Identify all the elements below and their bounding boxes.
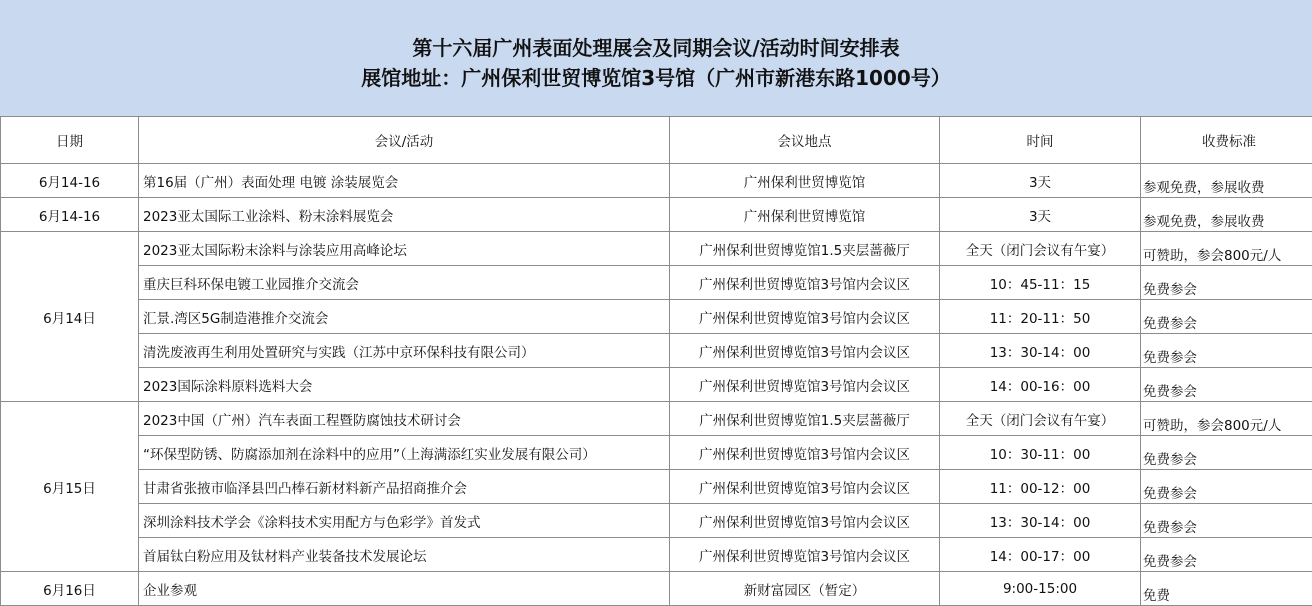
table-row (1, 266, 1312, 300)
title-banner (0, 0, 1312, 117)
header-row (1, 117, 1312, 164)
table-row (1, 334, 1312, 368)
time-cell[interactable]: 10：45-11：15 (940, 266, 1141, 300)
date-cell[interactable]: 6月14-16 (1, 164, 139, 198)
activity-cell[interactable]: 第16届（广州）表面处理 电镀 涂装展览会 (139, 164, 670, 198)
fee-cell[interactable]: 免费参会 (1141, 470, 1312, 504)
sheet-title: 第十六届广州表面处理展会及同期会议/活动时间安排表 (0, 32, 1312, 61)
activity-cell[interactable]: 深圳涂料技术学会《涂料技术实用配方与色彩学》首发式 (139, 504, 670, 538)
venue-cell[interactable]: 广州保利世贸博览馆3号馆内会议区 (670, 300, 940, 334)
venue-cell[interactable]: 广州保利世贸博览馆3号馆内会议区 (670, 538, 940, 572)
schedule-table (0, 116, 1312, 606)
activity-cell[interactable]: 2023国际涂料原料选料大会 (139, 368, 670, 402)
venue-cell[interactable]: 广州保利世贸博览馆3号馆内会议区 (670, 436, 940, 470)
time-cell[interactable]: 全天（闭门会议有午宴） (940, 402, 1141, 436)
date-cell[interactable]: 6月14日 (1, 232, 139, 402)
col-header-venue[interactable]: 会议地点 (670, 117, 940, 164)
activity-cell[interactable]: 重庆巨科环保电镀工业园推介交流会 (139, 266, 670, 300)
venue-cell[interactable]: 广州保利世贸博览馆3号馆内会议区 (670, 470, 940, 504)
fee-cell[interactable]: 免费参会 (1141, 300, 1312, 334)
activity-cell[interactable]: 2023亚太国际粉末涂料与涂装应用高峰论坛 (139, 232, 670, 266)
venue-cell[interactable]: 广州保利世贸博览馆3号馆内会议区 (670, 368, 940, 402)
fee-cell[interactable]: 可赞助，参会800元/人 (1141, 402, 1312, 436)
time-cell[interactable]: 11：20-11：50 (940, 300, 1141, 334)
fee-cell[interactable]: 可赞助，参会800元/人 (1141, 232, 1312, 266)
col-header-time[interactable]: 时间 (940, 117, 1141, 164)
table-row (1, 368, 1312, 402)
date-cell[interactable]: 6月15日 (1, 402, 139, 572)
activity-cell[interactable]: 甘肃省张掖市临泽县凹凸棒石新材料新产品招商推介会 (139, 470, 670, 504)
venue-cell[interactable]: 广州保利世贸博览馆1.5夹层蔷薇厅 (670, 232, 940, 266)
col-header-fee[interactable]: 收费标准 (1141, 117, 1312, 164)
table-row (1, 436, 1312, 470)
venue-cell[interactable]: 广州保利世贸博览馆1.5夹层蔷薇厅 (670, 402, 940, 436)
activity-cell[interactable]: 清洗废液再生利用处置研究与实践（江苏中京环保科技有限公司） (139, 334, 670, 368)
venue-cell[interactable]: 广州保利世贸博览馆3号馆内会议区 (670, 334, 940, 368)
time-cell[interactable]: 11：00-12：00 (940, 470, 1141, 504)
col-header-date[interactable]: 日期 (1, 117, 139, 164)
table-row (1, 538, 1312, 572)
time-cell[interactable]: 13：30-14：00 (940, 504, 1141, 538)
fee-cell[interactable]: 免费参会 (1141, 266, 1312, 300)
date-cell[interactable]: 6月14-16 (1, 198, 139, 232)
activity-cell[interactable]: “环保型防锈、防腐添加剂在涂料中的应用”（上海满添红实业发展有限公司） (139, 436, 670, 470)
time-cell[interactable]: 全天（闭门会议有午宴） (940, 232, 1141, 266)
time-cell[interactable]: 9:00-15:00 (940, 572, 1141, 606)
table-row (1, 504, 1312, 538)
fee-cell[interactable]: 免费 (1141, 572, 1312, 606)
fee-cell[interactable]: 参观免费，参展收费 (1141, 164, 1312, 198)
activity-cell[interactable]: 汇景.湾区5G制造港推介交流会 (139, 300, 670, 334)
fee-cell[interactable]: 免费参会 (1141, 538, 1312, 572)
time-cell[interactable]: 13：30-14：00 (940, 334, 1141, 368)
table-row (1, 572, 1312, 606)
venue-address: 展馆地址：广州保利世贸博览馆3号馆（广州市新港东路1000号） (0, 62, 1312, 91)
time-cell[interactable]: 3天 (940, 198, 1141, 232)
time-cell[interactable]: 14：00-16：00 (940, 368, 1141, 402)
activity-cell[interactable]: 2023中国（广州）汽车表面工程暨防腐蚀技术研讨会 (139, 402, 670, 436)
col-header-activity[interactable]: 会议/活动 (139, 117, 670, 164)
activity-cell[interactable]: 2023亚太国际工业涂料、粉末涂料展览会 (139, 198, 670, 232)
fee-cell[interactable]: 免费参会 (1141, 368, 1312, 402)
time-cell[interactable]: 3天 (940, 164, 1141, 198)
venue-cell[interactable]: 新财富园区（暂定） (670, 572, 940, 606)
fee-cell[interactable]: 免费参会 (1141, 504, 1312, 538)
activity-cell[interactable]: 首届钛白粉应用及钛材料产业装备技术发展论坛 (139, 538, 670, 572)
table-row (1, 300, 1312, 334)
venue-cell[interactable]: 广州保利世贸博览馆3号馆内会议区 (670, 266, 940, 300)
venue-cell[interactable]: 广州保利世贸博览馆 (670, 164, 940, 198)
table-row (1, 470, 1312, 504)
venue-cell[interactable]: 广州保利世贸博览馆 (670, 198, 940, 232)
time-cell[interactable]: 10：30-11：00 (940, 436, 1141, 470)
fee-cell[interactable]: 免费参会 (1141, 334, 1312, 368)
time-cell[interactable]: 14：00-17：00 (940, 538, 1141, 572)
date-cell[interactable]: 6月16日 (1, 572, 139, 606)
fee-cell[interactable]: 参观免费，参展收费 (1141, 198, 1312, 232)
activity-cell[interactable]: 企业参观 (139, 572, 670, 606)
venue-cell[interactable]: 广州保利世贸博览馆3号馆内会议区 (670, 504, 940, 538)
fee-cell[interactable]: 免费参会 (1141, 436, 1312, 470)
table-row (1, 232, 1312, 266)
table-row (1, 402, 1312, 436)
table-row (1, 198, 1312, 232)
table-row (1, 164, 1312, 198)
